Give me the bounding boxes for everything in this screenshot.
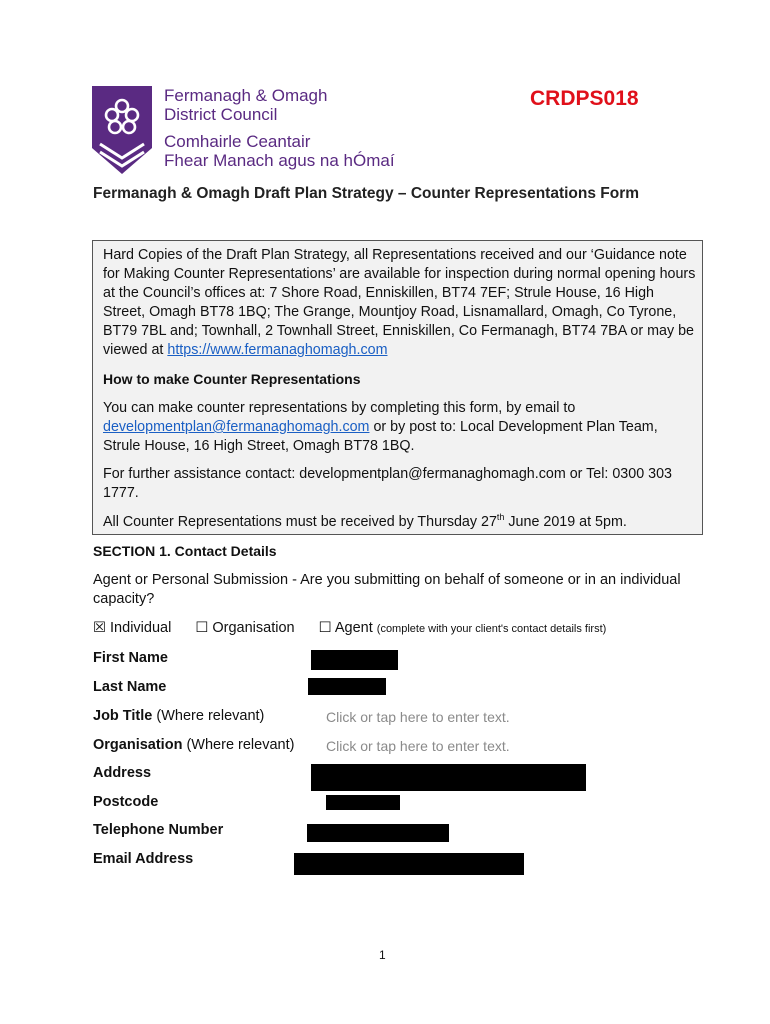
- email-label: Email Address: [93, 851, 194, 867]
- organisation-text: Organisation: [93, 737, 183, 753]
- email-link[interactable]: developmentplan@fermanaghomagh.com: [103, 419, 370, 435]
- page-number: 1: [379, 948, 386, 962]
- council-name-line3: Comhairle Ceantair: [164, 132, 311, 151]
- organisation-label: [93, 737, 294, 753]
- first-name-redacted[interactable]: [311, 650, 398, 670]
- info-box: [92, 240, 703, 535]
- agent-note: (complete with your client's contact details first): [376, 623, 607, 635]
- postcode-redacted[interactable]: [326, 795, 400, 810]
- deadline-ordinal: th: [496, 512, 505, 523]
- deadline-text: All Counter Representations must be received by Thursday 27: [103, 514, 497, 530]
- last-name-label: Last Name: [93, 679, 167, 695]
- option-organisation[interactable]: [195, 620, 294, 636]
- deadline-tail: June 2019 at 5pm.: [504, 514, 627, 530]
- submission-paragraph: [103, 399, 698, 456]
- job-title-label: [93, 708, 264, 724]
- council-name-line1: Fermanagh & Omagh: [164, 86, 328, 105]
- job-title-input[interactable]: Click or tap here to enter text.: [326, 709, 510, 725]
- website-link[interactable]: https://www.fermanaghomagh.com: [167, 342, 388, 358]
- address-label: Address: [93, 765, 152, 781]
- submission-options: [93, 620, 626, 636]
- postal-text: or by post to: Local Development Plan Team, Strule House, 16 High Street, Omagh BT78 1BQ.: [103, 419, 658, 454]
- email-redacted[interactable]: [294, 853, 524, 875]
- last-name-redacted[interactable]: [308, 678, 386, 695]
- reference-code: CRDPS018: [530, 87, 639, 110]
- organisation-input[interactable]: Click or tap here to enter text.: [326, 738, 510, 754]
- council-name: [164, 86, 395, 170]
- submission-text: You can make counter representations by completing this form, by email to: [103, 400, 576, 416]
- first-name-label: First Name: [93, 650, 168, 666]
- section-title: SECTION 1. Contact Details: [93, 543, 277, 559]
- assistance-paragraph: For further assistance contact: developmentplan@fermanaghomagh.com or Tel: 0300 303 1777.: [103, 466, 672, 501]
- council-name-line2: District Council: [164, 105, 278, 124]
- option-agent[interactable]: [319, 620, 607, 636]
- telephone-redacted[interactable]: [307, 824, 449, 842]
- checkbox-icon[interactable]: ☐: [195, 620, 209, 636]
- inspection-paragraph: [103, 246, 698, 360]
- job-title-text: Job Title: [93, 708, 153, 724]
- option-individual[interactable]: [93, 620, 171, 636]
- address-redacted[interactable]: [311, 764, 586, 791]
- council-name-line4: Fhear Manach agus na hÓmaí: [164, 151, 395, 170]
- option-label: Agent: [334, 620, 373, 636]
- how-to-heading: How to make Counter Representations: [103, 371, 361, 387]
- organisation-note: (Where relevant): [182, 737, 295, 753]
- checkbox-icon[interactable]: ☐: [318, 620, 332, 636]
- deadline-paragraph: [103, 513, 698, 532]
- checkbox-checked-icon[interactable]: ☒: [93, 620, 106, 636]
- submission-question: Agent or Personal Submission - Are you submitting on behalf of someone or in an individual capacity?: [93, 572, 681, 607]
- option-label: Organisation: [212, 620, 295, 636]
- page-title: Fermanagh & Omagh Draft Plan Strategy – Counter Representations Form: [93, 185, 640, 202]
- postcode-label: Postcode: [93, 794, 159, 810]
- inspection-text: Hard Copies of the Draft Plan Strategy, all Representations received and our ‘Guidance note for Making Counter Representations’ are available for inspection during normal opening hours at the Council’s offices at: 7 Shore Road, Enniskillen, BT74 7EF; Strule House, 16 High Street, Omagh BT78 1BQ; The Grange, Mountjoy Road, Lisnamallard, Omagh, Co Tyrone, BT79 7BL and; Townhall, 2 Townhall Street, Enniskillen, Co Fermanagh, BT74 7BA or may be viewed at: [103, 247, 696, 358]
- option-label: Individual: [110, 620, 172, 636]
- council-logo: [92, 86, 152, 174]
- job-title-note: (Where relevant): [152, 708, 265, 724]
- telephone-label: Telephone Number: [93, 822, 224, 838]
